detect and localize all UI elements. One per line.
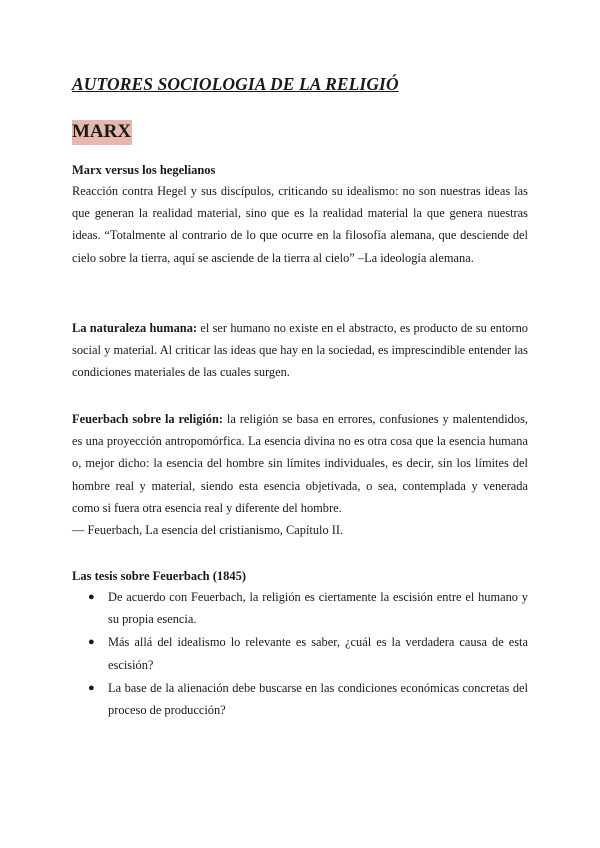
bullet-icon: ● xyxy=(88,591,95,603)
document-title: AUTORES SOCIOLOGIA DE LA RELIGIÓ xyxy=(72,74,399,94)
list-item: ● La base de la alienación debe buscarse en las condiciones económicas concretas del proceso de producción? xyxy=(72,677,528,721)
bullet-icon: ● xyxy=(88,636,95,649)
paragraph-feuerbach-religion xyxy=(72,408,528,541)
bullet-list-tesis xyxy=(72,586,528,722)
subheading-marx-hegelianos: Marx versus los hegelianos xyxy=(72,163,216,177)
paragraph-naturaleza-humana xyxy=(72,317,528,384)
subheading-tesis-feuerbach: Las tesis sobre Feuerbach (1845) xyxy=(72,569,247,583)
section-heading-marx: MARX xyxy=(72,120,132,145)
lead-feuerbach-religion: Feuerbach sobre la religión: xyxy=(72,412,224,426)
list-item: ● Más allá del idealismo lo relevante es saber, ¿cuál es la verdadera causa de esta escisión? xyxy=(72,631,528,675)
list-item: ● De acuerdo con Feuerbach, la religión es ciertamente la escisión entre el humano y su propia esencia. xyxy=(72,586,528,630)
citation-feuerbach: — Feuerbach, La esencia del cristianismo, Capítulo II. xyxy=(72,523,344,538)
paragraph-hegelianos: Reacción contra Hegel y sus discípulos, criticando su idealismo: no son nuestras ideas las que generan la realidad material, sino que es la realidad material la que genera nuestras ideas. “Totalmente al contrario de lo que ocurre en la filosofía alemana, que desciende del cielo sobre la tierra, aquí se asciende de la tierra al cielo” –La ideología alemana. xyxy=(72,184,528,265)
lead-naturaleza-humana: La naturaleza humana: xyxy=(72,321,198,335)
text-feuerbach-religion: la religión se basa en errores, confusiones y malentendidos, es una proyección antropomórfica. La esencia divina no es otra cosa que la esencia humana o, mejor dicho: la esencia del hombre sin límites individuales, es decir, sin los límites del hombre real y material, siendo esta esencia objetivada, o sea, contemplada y venerada como si fuera otra esencia real y diferente del hombre. xyxy=(72,412,528,515)
text-naturaleza-humana: el ser humano no existe en el abstracto, es producto de su entorno social y material. Al criticar las ideas que hay en la sociedad, es imprescindible entender las condiciones materiales de las cuales surgen. xyxy=(72,321,528,380)
bullet-icon: ● xyxy=(88,681,95,694)
